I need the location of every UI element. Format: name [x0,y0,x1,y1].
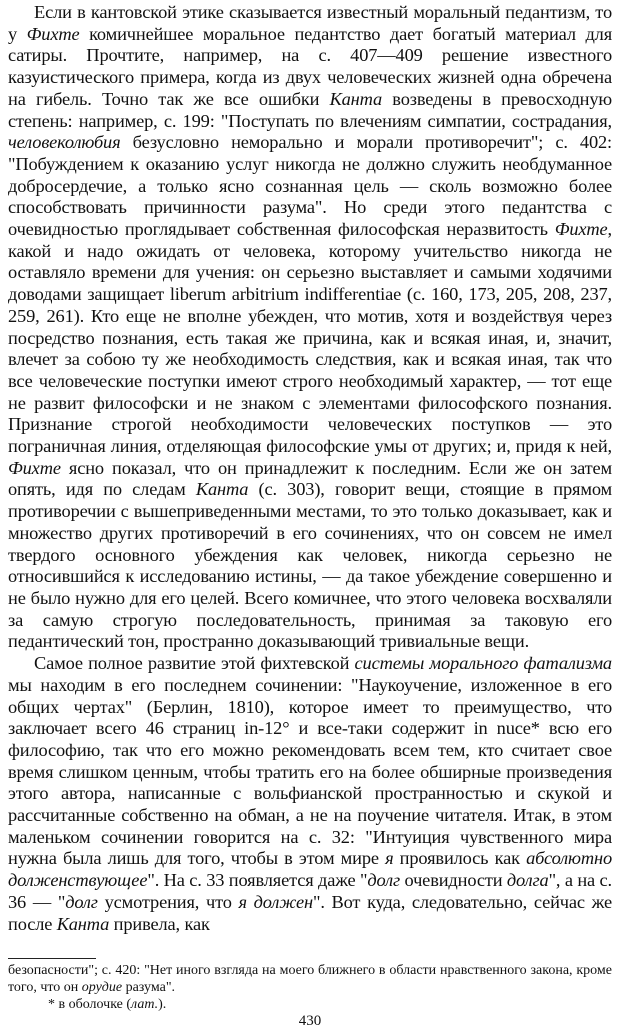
text-run: безусловно неморально и морали противоречит"; с. 402: "Побуждением к оказанию услуг никогда не должно служить необдуманное добросердечие, а только ясно сознанная цель — сколь возможно более способствовать причинности разума". Но среди этого педантства с очевидностью проглядывает собственная философская неразвитость [8,132,612,240]
page-number: 430 [298,1013,322,1029]
text-run: , какой и надо ожидать от человека, которому учительство никогда не оставляло времени для учения: он серьезно выставляет и самыми ходячими доводами защищает liberum arbitrium indifferentiae (с. 160, 173, 205, 208, 237, 259, 261). Кто еще не вполне убежден, что мотив, хотя и воздействуя через посредство познания, есть такая же причина, как и всякая иная, и, значит, влечет за собою ту же необходимость следствия, как и всякая иная, так что все человеческие поступки имеют строго необходимый характер, — тот еще не развит философски и не знаком с элементами философского познания. Признание строгой необходимости человеческих поступков — это пограничная линия, отделяющая философские умы от других; и, придя к ней, [8,219,612,457]
text-run: ). [158,997,167,1012]
text-run: безопасности"; с. 420: "Нет иного взгляда на моего ближнего в области нравственного закона, кроме того, что он [8,963,612,995]
text-run: ясно показал, что он принадлежит к последним. Если же он затем опять, идя по следам [8,457,612,500]
text-run: мы находим в его последнем сочинении: "Наукоучение, изложенное в его общих чертах" (Берлин, 1810), которое имеет то преимущество, что заключает всего 46 страниц in-12° и все-таки содержит in nuce* всю его философию, так что его можно рекомендовать всем тем, кто считает свое время слишком ценным, чтобы тратить его на более обширные произведения этого автора, написанные с вольфианской пространностью и скукой и рассчитанные собственно на обман, а не на поучение читателя. Итак, в этом маленьком сочинении говорится на с. 32: "Интуиция чувственного мира нужна была лишь для того, чтобы в этом мире [8,674,612,869]
italic-run: долга [506,870,549,891]
italic-run: Фихте [26,23,80,44]
paragraph-1 [8,2,612,653]
italic-run: я должен [238,891,313,912]
footnote-star [8,996,612,1013]
text-run: проявилось как [393,848,527,869]
italic-run: Фихте [554,219,608,240]
paragraph-2 [8,653,612,935]
italic-run: я [385,848,394,869]
italic-run: системы морального фатализма [354,653,612,674]
italic-run: Канта [195,479,249,500]
text-run: привела, как [109,913,210,934]
text-run: разума". [122,980,176,995]
footnote-separator [8,958,96,959]
text-run: возведены в превосходную степень: например, с. 199: "Поступать по влечениям симпатии, сострадания, [8,88,613,131]
text-run: (с. 303), говорит вещи, стоящие в прямом противоречии с вышеприведенными местами, то это только доказывает, как и множество других противоречий в его сочинениях, что он совсем не имел твердого основного убеждения как человек, никогда серьезно не относившийся к исследованию истины, — да такое убеждение совершенно и не было нужно для его целей. Всего комичнее, что этого человека восхваляли за самую строгую последовательность, принимая за таковую его педантический тон, пространно доказывающий тривиальные вещи. [8,479,612,652]
footnote-continuation [8,962,612,996]
main-text [8,2,612,935]
italic-run: Канта [56,913,110,934]
text-run: Самое полное развитие этой фихтевской [34,653,355,674]
footnotes [8,962,612,1013]
text-run: комичнейшее моральное педантство дает богатый материал для сатиры. Прочтите, например, на с. 407—409 решение известного казуистического примера, когда из двух человеческих жизней одна обречена на гибель. Точно так же все ошибки [8,23,613,109]
text-run: * в оболочке ( [48,997,132,1012]
italic-run: долг [65,891,98,912]
italic-run: долг [367,870,401,891]
text-run: усмотрения, что [97,891,239,912]
italic-run: лат. [131,997,159,1012]
italic-run: Фихте [8,457,61,478]
text-run: Если в кантовской этике сказывается известный моральный педантизм, то у [8,2,612,44]
text-run: ". На с. 33 появляется даже " [147,870,368,891]
italic-run: человеколюбия [8,132,121,153]
italic-run: Канта [329,88,383,109]
text-run: ". Вот куда, следовательно, сейчас же после [8,891,613,934]
italic-run: орудие [81,980,123,995]
text-run: очевидности [400,870,507,891]
italic-run: абсолютно долженствующее [8,848,612,891]
text-run: ", а на с. 36 — " [8,870,612,912]
